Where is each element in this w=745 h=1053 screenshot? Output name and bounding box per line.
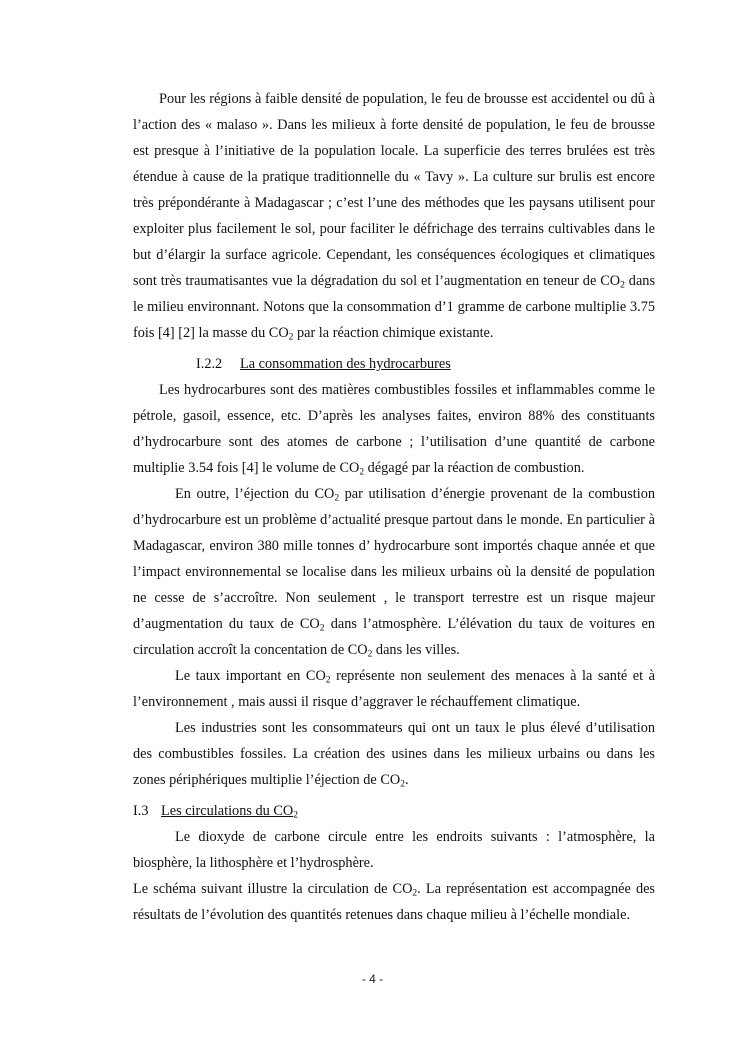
section-number: I.3 (133, 803, 149, 819)
paragraph-health-threat: Le taux important en $CO_2$ représente non seulement des menaces à la santé et à l’environnement , mais aussi il risque d’aggraver le réchauffement climatique. (133, 668, 655, 710)
page-number: - 4 - (361, 972, 384, 986)
paragraph-bush-fire: Pour les régions à faible densité de population, le feu de brousse est accidentel ou dû à l’action des « malaso ». Dans les milieux à forte densité de population, le feu de brousse est presque à l’initiative de la population locale. La superficie des terres brulées est très étendue à cause de la pratique traditionnelle du « Tavy ». La culture sur brulis est encore très prépondérante à Madagascar ; c’est l’une des méthodes que les paysans utilisent pour exploiter plus facilement le sol, pour faciliter le défrichage des terrains cultivables dans le but d’élargir la surface agricole. Cependant, les conséquences écologiques et climatiques sont très traumatisantes vue la dégradation du sol et l’augmentation en teneur de $CO_2$ dans le milieu environnant. Notons que la consommation d’1 gramme de carbone multiplie 3.75 fois [4] [2] la masse du $CO_2$ par la réaction chimique existante. (133, 91, 656, 343)
paragraph-co2-circulation: Le dioxyde de carbone circule entre les endroits suivants : l’atmosphère, la biosphère, la lithosphère et l’hydrosphère. (133, 829, 655, 871)
section-number: I.2.2 (196, 356, 223, 372)
paragraph-industries: Les industries sont les consommateurs qui ont un taux le plus élevé d’utilisation des combustibles fossiles. La création des usines dans les milieux urbains ou dans les zones périphériques multiplie l’éjection de $CO_2$. (133, 720, 655, 790)
paragraph-co2-ejection: En outre, l’éjection du $CO_2$ par utilisation d’énergie provenant de la combustion d’hydrocarbure est un problème d’actualité presque partout dans le monde. En particulier à Madagascar, environ 380 mille tonnes d’ hydrocarbure sont importés chaque année et que l’impact environnemental se localise dans les milieux urbains où la densité de population ne cesse de s’accroître. Non seulement , le transport terrestre est un risque majeur d’augmentation du taux de $CO_2$ dans l’atmosphère. L’élévation du taux de voitures en circulation accroît la concentation de $CO_2$ dans les villes. (133, 486, 655, 660)
section-title: Les circulations du $CO_2$ (161, 803, 298, 821)
page-body (133, 86, 655, 928)
paragraph-schema-intro: Le schéma suivant illustre la circulation de $CO_2$. La représentation est accompagnée des résultats de l’évolution des quantités retenues dans chaque milieu à l’échelle mondiale. (133, 881, 655, 923)
paragraph-hydrocarbons: Les hydrocarbures sont des matières combustibles fossiles et inflammables comme le pétrole, gasoil, essence, etc. D’après les analyses faites, environ 88% des constituants d’hydrocarbure sont des atomes de carbone ; l’utilisation d’une quantité de carbone multiplie 3.54 fois [4] le volume de $CO_2$ dégagé par la réaction de combustion. (133, 382, 655, 478)
section-heading-1-2-2 (133, 351, 655, 377)
section-title: La consommation des hydrocarbures (240, 356, 451, 372)
section-heading-1-3 (133, 798, 655, 824)
